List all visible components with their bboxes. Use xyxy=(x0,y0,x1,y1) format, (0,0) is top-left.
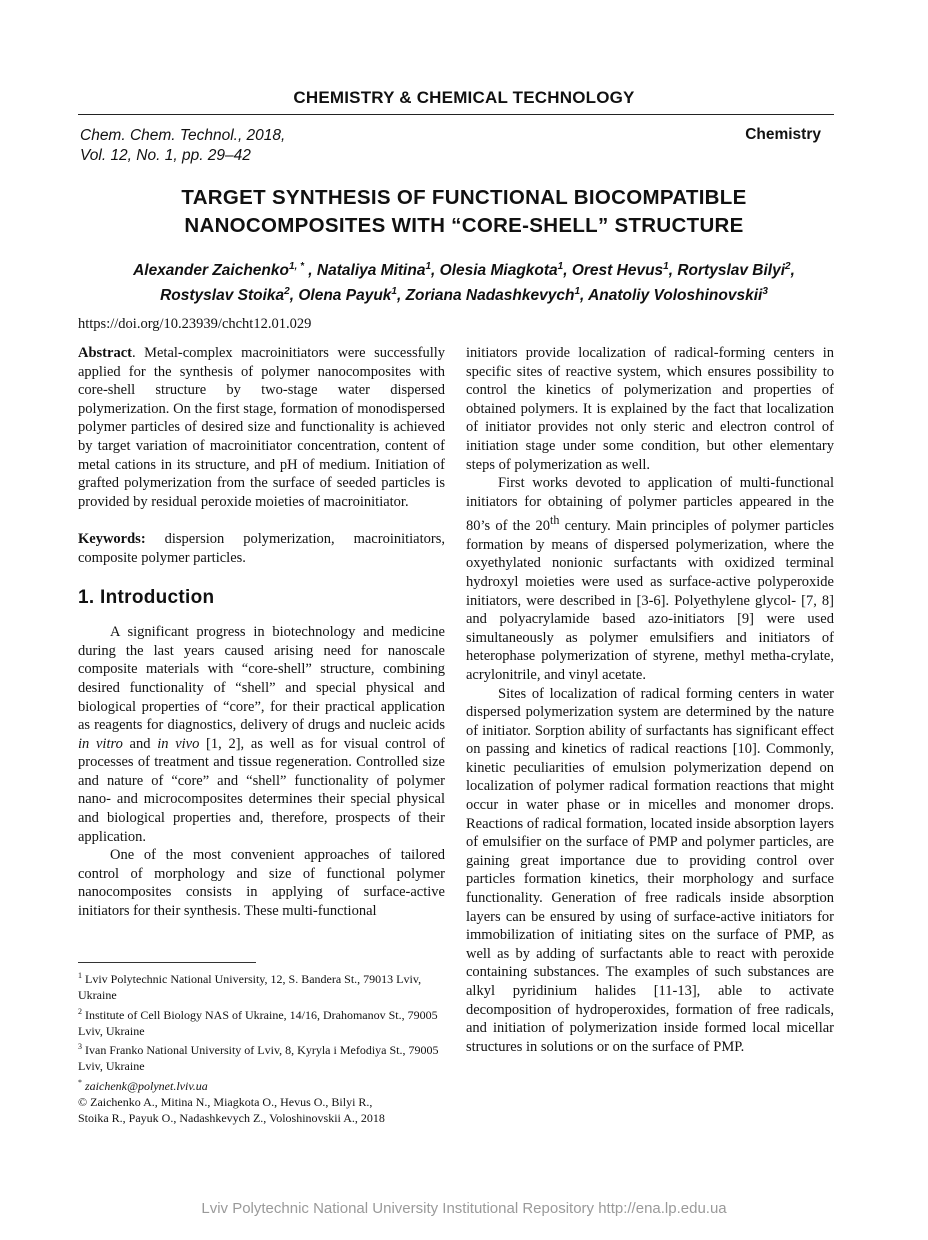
footnote-divider xyxy=(78,962,256,963)
author: Olena Payuk$^1$ xyxy=(298,286,397,305)
right-column xyxy=(466,344,834,1056)
abstract xyxy=(78,344,445,511)
author: Nataliya Mitina$^1$ xyxy=(316,261,432,280)
footnote-email[interactable]: * zaichenk@polynet.lviv.ua xyxy=(78,1077,208,1093)
author-list: Alexander Zaichenko$^{1, *}$ , Nataliya Mitina$^1$, Olesia Miagkota$^1$, Orest Hevus$^1$, Rortyslav Bilyi$^2$, Rostyslav Stoika$^2$, Olena Payuk$^1$, Zoriana Nadashkevych$^1$, Anatoliy Voloshinovskii$^3$ xyxy=(133,261,795,305)
author: Alexander Zaichenko$^{1, *}$ xyxy=(133,261,304,280)
header-divider xyxy=(78,114,834,115)
intro-paragraph-2-continued: initiators provide localization of radical-forming centers in specific sites of reactive system, which ensures possibility to control the kinetics of polymerization and properties of obtained polymers. It is explained by the fact that localization of initiator provides not only steric and electron control of initiation stage under some condition, but other elementary steps of polymerization as well. xyxy=(466,345,834,473)
footnote-affiliation-2: $^2$ Institute of Cell Biology NAS of Ukraine, 14/16, Drahomanov St., 79005 Lviv, Ukraine xyxy=(78,1006,438,1038)
citation xyxy=(80,126,285,166)
intro-paragraph-3: First works devoted to application of multi-functional initiators for obtaining of polymer particles appeared in the 80’s of the 20th century. Main principles of polymer particles formation by means of dispersed polymerization, where the oxyethylated nonionic surfactants with oxidized terminal hydroxyl moieties were used as surface-active polyperoxide initiators, were described in [3-6]. Polyethylene glycol- [7, 8] and polyacrylamide based azo-initiators [9] were used simultaneously as polymer emulsifiers and initiators of heterophase polymerization of styrene, methyl metha-crylate, acrylonitrile, and vinyl acetate. xyxy=(466,475,835,683)
citation-line-2: Vol. 12, No. 1, pp. 29–42 xyxy=(80,147,251,164)
abstract-text: . Metal-complex macroinitiators were successfully applied for the synthesis of polymer nanocomposites with core-shell structure by two-stage water dispersed polymerization. On the first stage, formation of monodispersed polymer particles of desired size and functionality is achieved by target variation of macroinitiator concentration, content of metal cations in its structure, and pH of medium. Initiation of grafted polymerization from the surface of seeded particles is provided by residual peroxide moieties of macroinitiator. xyxy=(78,345,445,510)
footnote-affiliation-1: $^1$ Lviv Polytechnic National University, 12, S. Bandera St., 79013 Lviv, Ukraine xyxy=(78,971,422,1003)
author: Orest Hevus$^1$ xyxy=(571,261,669,280)
journal-name: CHEMISTRY & CHEMICAL TECHNOLOGY xyxy=(293,88,635,107)
keywords xyxy=(78,530,445,567)
citation-line-1: Chem. Chem. Technol., 2018, xyxy=(80,127,286,144)
keywords-text: dispersion polymerization, macroinitiators, composite polymer particles. xyxy=(78,530,445,566)
author: Anatoliy Voloshinovskii$^3$ xyxy=(588,286,768,305)
intro-paragraph-4: Sites of localization of radical forming centers in water dispersed polymerization system are determined by the nature of initiator. Sorption ability of surfactants has significant effect on passing and kinetics of radical reactions [10]. Commonly, kinetic peculiarities of emulsion polymerization depend on localization of polymer radical formation reactions that might occur in water phase or in micelles and monomer drops. Reactions of radical formation, located inside absorption layers of emulsifier on the surface of PMP and polymer particles, are gaining great importance due to providing control over particles formation kinetics, their morphology and surface functionality. Generation of free radicals inside absorption layers can be ensured by using of surface-active initiators for immobilization of initiating sites on the surface of PMP, as well as by adding of surfactants able to react with peroxide containing substances. The examples of such substances are alkyl pyridinium halides [11-13], able to activate decomposition of hydroperoxides, formation of free radicals, and initiation of polymerization inside formed local micellar structures in solutions or on the surface of PMP. xyxy=(466,685,834,1055)
title-line-1: TARGET SYNTHESIS OF FUNCTIONAL BIOCOMPATIBLE xyxy=(181,186,747,209)
copyright-notice: © Zaichenko A., Mitina N., Miagkota O., Hevus O., Bilyi R., Stoika R., Payuk O., Nadashkevych Z., Voloshinovskii A., 2018 xyxy=(78,1095,385,1126)
author: Rortyslav Bilyi$^2$ xyxy=(677,261,791,280)
paper-title xyxy=(60,184,868,240)
intro-paragraph-1: A significant progress in biotechnology and medicine during the last years caused arising need for nanoscale composite materials with “core-shell” structure, combining desired functionality of “shell” and special physical and biological properties of “core”, for their practical application as reagents for diagnostics, delivery of drugs and nucleic acids in vitro and in vivo [1, 2], as well as for visual control of processes of treatment and tissue regeneration. Controlled size and nature of “core” and “shell” functionality of polymer nano- and microcomposites determines their special physical and biological properties and, therefore, prospects of their application. xyxy=(78,624,445,845)
author: Rostyslav Stoika$^2$ xyxy=(160,286,290,305)
doi-link[interactable]: https://doi.org/10.23939/chcht12.01.029 xyxy=(78,316,312,332)
author: Zoriana Nadashkevych$^1$ xyxy=(405,286,581,305)
intro-paragraph-2: One of the most convenient approaches of tailored control of morphology and size of functional polymer nanocomposites consists in applying of surface-active initiators for their synthesis. These multi-functional xyxy=(78,847,445,920)
abstract-label: Abstract xyxy=(78,345,132,361)
title-line-2: NANOCOMPOSITES WITH “CORE-SHELL” STRUCTURE xyxy=(184,214,744,237)
footnote-affiliation-3: $^3$ Ivan Franko National University of Lviv, 8, Kyryla i Mefodiya St., 79005 Lviv, Ukraine xyxy=(78,1042,439,1074)
keywords-label: Keywords: xyxy=(78,530,146,547)
section-heading-introduction: 1. Introduction xyxy=(78,587,215,609)
author: Olesia Miagkota$^1$ xyxy=(439,261,564,280)
left-column xyxy=(78,344,445,921)
section-label: Chemistry xyxy=(745,126,821,143)
footnotes xyxy=(78,968,445,1127)
repository-footer: Lviv Polytechnic National University Institutional Repository http://ena.lp.edu.ua xyxy=(201,1200,727,1217)
